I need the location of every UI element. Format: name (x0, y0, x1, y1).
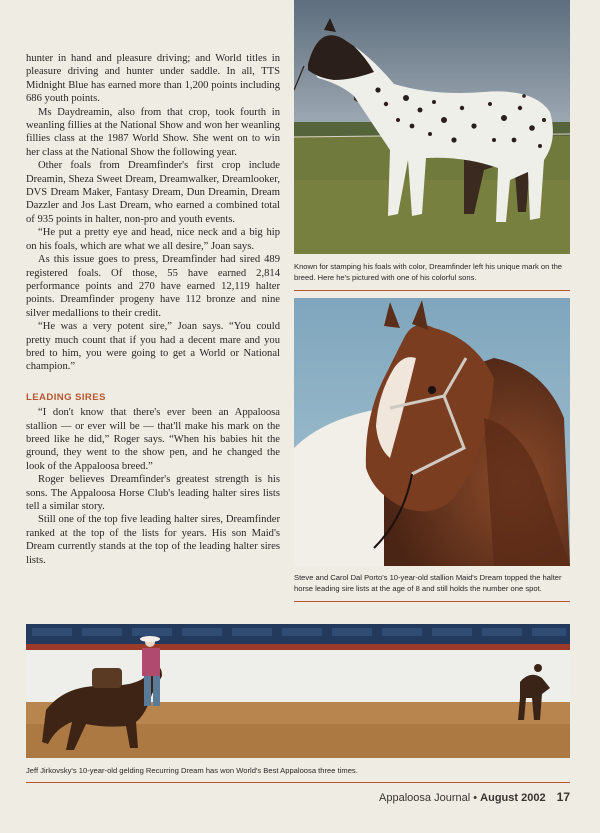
photo-illustration (294, 298, 570, 566)
article-paragraph: Ms Daydreamin, also from that crop, took fourth in weanling fillies at the National Show and won her weanling fillies class at the 1987 World Show. She went on to win her class at the National Show the following year. (26, 106, 280, 158)
photo-caption: Steve and Carol Dal Porto's 10-year-old stallion Maid's Dream topped the halter horse leading sire lists at the age of 8 and still holds the number one spot. (294, 573, 562, 593)
caption-rule (26, 782, 570, 783)
issue-date: August 2002 (480, 792, 546, 804)
article-paragraph: Still one of the top five leading halter sires, Dreamfinder ranked at the top of the lists for years. His son Maid's Dream currently stands at the top of the leading halter sires lists. (26, 514, 280, 566)
footer-separator: • (473, 792, 478, 804)
article-paragraph: hunter in hand and pleasure driving; and World titles in pleasure driving and hunter under saddle. In all, TTS Midnight Blue has earned more than 1,200 points including 686 youth points. (26, 53, 280, 105)
article-paragraph: “I don't know that there's ever been an Appaloosa stallion — or ever will be — that'll make his mark on the breed like he did,” Roger says. “When his babies hit the ground, they went to the show pen, and he changed the look of the Appaloosa breed.” (26, 407, 280, 472)
caption-rule (294, 601, 570, 602)
page-number: 17 (556, 790, 570, 804)
caption-rule (294, 290, 570, 291)
photo-dreamfinder-and-son (294, 0, 570, 254)
article-paragraph: Roger believes Dreamfinder's greatest strength is his sons. The Appaloosa Horse Club's leading halter sires lists tell a similar story. (26, 474, 280, 512)
article-paragraph: As this issue goes to press, Dreamfinder had sired 489 registered foals. Of those, 55 have earned 2,814 performance points and 270 have earned 12,119 halter points. Dreamfinder progeny have 112 bronze and nine silver medallions to their credit. (26, 254, 280, 319)
article-paragraph: “He put a pretty eye and head, nice neck and a big hip on his foals, which are what we all desire,” Joan says. (26, 227, 280, 252)
article-paragraph: “He was a very potent sire,” Joan says. “You could pretty much count that if you had a decent mare and you bred to him, you were going to get a World or National champion.” (26, 321, 280, 373)
magazine-name: Appaloosa Journal (379, 792, 471, 804)
page-footer (379, 790, 570, 804)
article-column (26, 52, 280, 567)
article-paragraph: Other foals from Dreamfinder's first crop include Dreamin, Sheza Sweet Dream, Dreamwalker, Dreamlooker, DVS Dream Maker, Fantasy Dream, Dun Dreamin, Dream Dazzler and Jos Last Dream, who earned a combined total of 935 points in halter, non-pro and youth events. (26, 160, 280, 225)
photo-illustration (26, 624, 570, 758)
photo-illustration (294, 0, 570, 254)
photo-caption: Jeff Jirkovsky's 10-year-old gelding Recurring Dream has won World's Best Appaloosa three times. (26, 766, 358, 775)
photo-caption: Known for stamping his foals with color, Dreamfinder left his unique mark on the breed. Here he's pictured with one of his colorful sons. (294, 262, 563, 282)
photo-recurring-dream-arena (26, 624, 570, 758)
section-subhead: LEADING SIRES (26, 391, 106, 403)
photo-maids-dream (294, 298, 570, 566)
